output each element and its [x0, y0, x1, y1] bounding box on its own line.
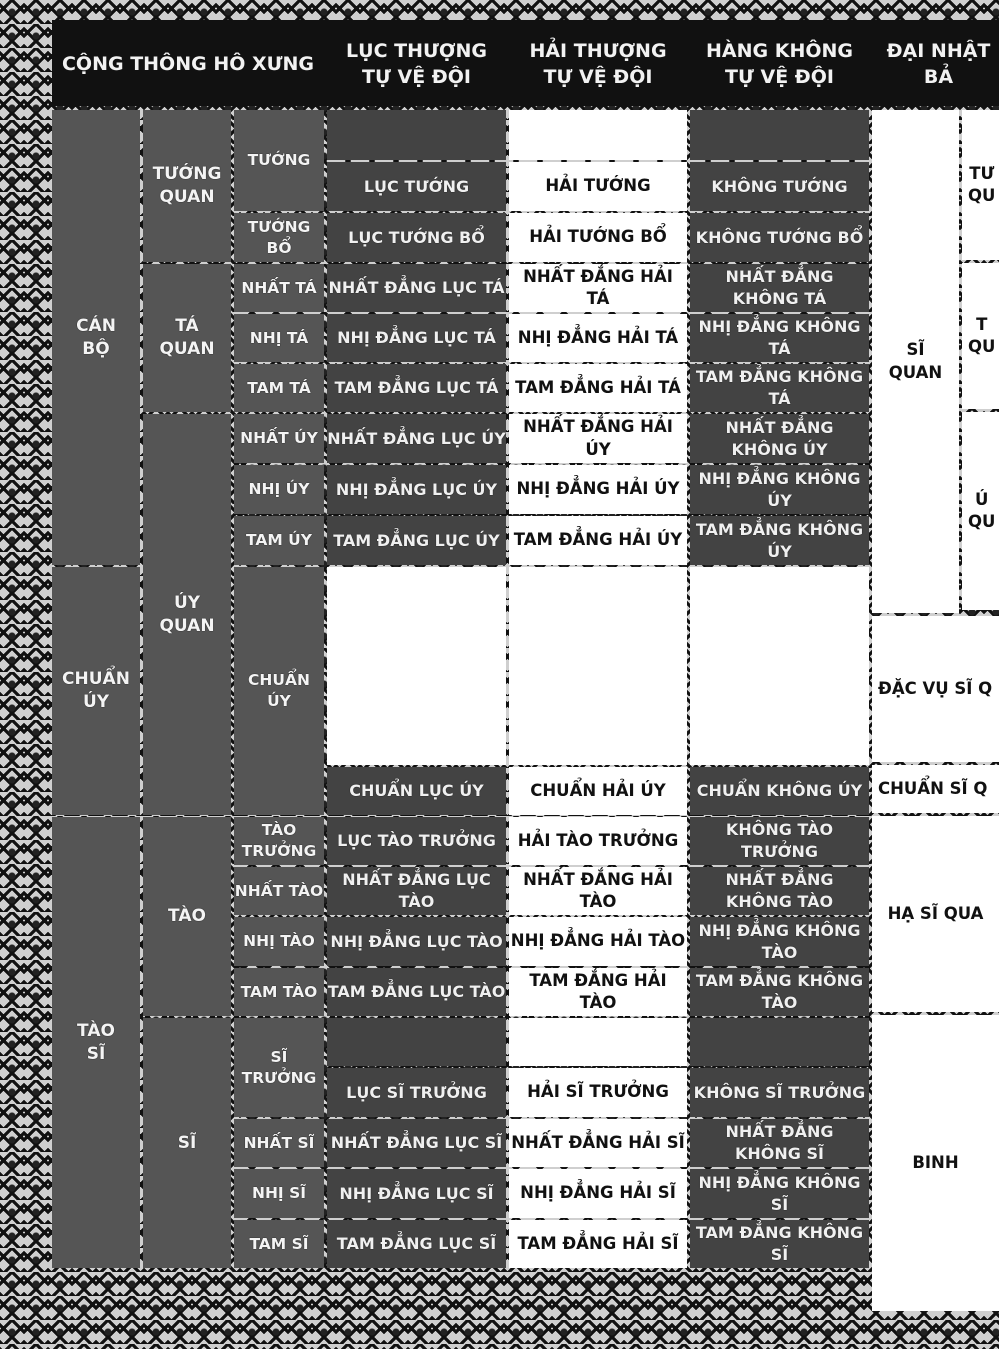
right-tuong-quan: TƯ QU	[962, 110, 999, 260]
rank-name: NHẤT TÀO	[234, 867, 324, 915]
blank-cell	[690, 110, 869, 160]
blank-cell	[509, 110, 687, 160]
rank-hang-khong: KHÔNG TƯỚNG	[690, 162, 869, 211]
rank-name: NHỊ ÚY	[234, 465, 324, 514]
rank-hai-thuong: TAM ĐẲNG HẢI TÁ	[509, 364, 687, 412]
group-chuan-uy: CHUẨN ÚY	[52, 567, 140, 815]
header-hai-thuong: HẢI THƯỢNG TỰ VỆ ĐỘI	[509, 24, 687, 106]
rank-name: NHỊ TÁ	[234, 314, 324, 362]
rank-hang-khong: NHỊ ĐẲNG KHÔNG TÁ	[690, 314, 869, 362]
rank-hang-khong: CHUẨN KHÔNG ÚY	[690, 767, 869, 815]
rank-hai-thuong: NHỊ ĐẲNG HẢI TÀO	[509, 917, 687, 966]
rank-luc-thuong: LỤC TƯỚNG	[327, 162, 506, 211]
rank-hai-thuong: HẢI SĨ TRƯỞNG	[509, 1068, 687, 1117]
rank-hang-khong: NHẤT ĐẲNG KHÔNG TÁ	[690, 264, 869, 312]
rank-hai-thuong: TAM ĐẲNG HẢI TÀO	[509, 968, 687, 1016]
rank-name: NHẤT ÚY	[234, 414, 324, 463]
rank-luc-thuong: TAM ĐẲNG LỤC TÁ	[327, 364, 506, 412]
rank-hang-khong: TAM ĐẲNG KHÔNG SĨ	[690, 1220, 869, 1268]
rank-luc-thuong: NHẤT ĐẲNG LỤC ÚY	[327, 414, 506, 463]
rank-luc-thuong: TAM ĐẲNG LỤC ÚY	[327, 516, 506, 565]
rank-hang-khong: NHỊ ĐẲNG KHÔNG SĨ	[690, 1169, 869, 1218]
rank-luc-thuong: NHẤT ĐẲNG LỤC SĨ	[327, 1119, 506, 1167]
right-uy-quan: Ú QU	[962, 412, 999, 610]
rank-hang-khong: TAM ĐẲNG KHÔNG TÀO	[690, 968, 869, 1016]
rank-luc-thuong: TAM ĐẲNG LỤC TÀO	[327, 968, 506, 1016]
rank-hang-khong: NHẤT ĐẲNG KHÔNG ÚY	[690, 414, 869, 463]
rank-hang-khong: TAM ĐẲNG KHÔNG TÁ	[690, 364, 869, 412]
group-tao-si: TÀO SĨ	[52, 817, 140, 1268]
header-dai-nhat-ban: ĐẠI NHẬT BẢ	[872, 24, 999, 106]
group-si: SĨ	[143, 1018, 231, 1268]
rank-hai-thuong: NHẤT ĐẲNG HẢI TÁ	[509, 264, 687, 312]
rank-name: TƯỚNG	[234, 110, 324, 211]
rank-hang-khong: NHẤT ĐẲNG KHÔNG SĨ	[690, 1119, 869, 1167]
blank-cell	[690, 1018, 869, 1066]
right-ta-quan: T QU	[962, 263, 999, 409]
rank-hai-thuong: NHỊ ĐẲNG HẢI SĨ	[509, 1169, 687, 1218]
right-dac-vu-si-quan: ĐẶC VỤ SĨ Q	[872, 616, 999, 762]
rank-name: NHẤT TÁ	[234, 264, 324, 312]
rank-luc-thuong: CHUẨN LỤC ÚY	[327, 767, 506, 815]
rank-hang-khong: KHÔNG SĨ TRƯỞNG	[690, 1068, 869, 1117]
rank-luc-thuong: NHỊ ĐẲNG LỤC TÁ	[327, 314, 506, 362]
rank-hang-khong: TAM ĐẲNG KHÔNG ÚY	[690, 516, 869, 565]
right-binh: BINH	[872, 1015, 999, 1311]
blank-cell	[327, 1018, 506, 1066]
rank-name: TAM ÚY	[234, 516, 324, 565]
rank-hang-khong: KHÔNG TÀO TRƯỞNG	[690, 817, 869, 865]
rank-name: NHỊ TÀO	[234, 917, 324, 966]
group-ta-quan: TÁ QUAN	[143, 264, 231, 412]
group-uy-quan: ÚY QUAN	[143, 414, 231, 815]
rank-luc-thuong: TAM ĐẲNG LỤC SĨ	[327, 1220, 506, 1268]
rank-hai-thuong: TAM ĐẲNG HẢI SĨ	[509, 1220, 687, 1268]
rank-hai-thuong: HẢI TÀO TRƯỞNG	[509, 817, 687, 865]
rank-name: TAM TÀO	[234, 968, 324, 1016]
rank-hai-thuong: NHỊ ĐẲNG HẢI TÁ	[509, 314, 687, 362]
rank-name: TÀO TRƯỞNG	[234, 817, 324, 865]
right-si-quan: SĨ QUAN	[872, 110, 959, 613]
rank-name: NHẤT SĨ	[234, 1119, 324, 1167]
rank-luc-thuong: NHẤT ĐẲNG LỤC TÀO	[327, 867, 506, 915]
rank-name: TAM SĨ	[234, 1220, 324, 1268]
rank-luc-thuong: NHỊ ĐẲNG LỤC SĨ	[327, 1169, 506, 1218]
right-ha-si-quan: HẠ SĨ QUA	[872, 816, 999, 1012]
header-cong-thong: CỘNG THÔNG HÔ XƯNG	[52, 24, 324, 106]
blank-cell	[327, 110, 506, 160]
rank-hang-khong: NHỊ ĐẲNG KHÔNG ÚY	[690, 465, 869, 514]
rank-luc-thuong: LỤC SĨ TRƯỞNG	[327, 1068, 506, 1117]
rank-hai-thuong: HẢI TƯỚNG BỔ	[509, 213, 687, 262]
rank-luc-thuong: LỤC TƯỚNG BỔ	[327, 213, 506, 262]
rank-hai-thuong: NHẤT ĐẲNG HẢI SĨ	[509, 1119, 687, 1167]
rank-hai-thuong: CHUẨN HẢI ÚY	[509, 767, 687, 815]
blank-cell	[509, 567, 687, 765]
rank-luc-thuong: LỤC TÀO TRƯỞNG	[327, 817, 506, 865]
rank-name: TƯỚNG BỔ	[234, 213, 324, 262]
rank-luc-thuong: NHẤT ĐẲNG LỤC TÁ	[327, 264, 506, 312]
rank-name: NHỊ SĨ	[234, 1169, 324, 1218]
group-can-bo: CÁN BỘ	[52, 110, 140, 565]
rank-hang-khong: NHẤT ĐẲNG KHÔNG TÀO	[690, 867, 869, 915]
rank-name: SĨ TRƯỞNG	[234, 1018, 324, 1117]
rank-hang-khong: NHỊ ĐẲNG KHÔNG TÀO	[690, 917, 869, 966]
blank-cell	[509, 1018, 687, 1066]
rank-hai-thuong: NHẤT ĐẲNG HẢI TÀO	[509, 867, 687, 915]
rank-hai-thuong: NHẤT ĐẲNG HẢI ÚY	[509, 414, 687, 463]
rank-hai-thuong: HẢI TƯỚNG	[509, 162, 687, 211]
rank-name: CHUẨN ÚY	[234, 567, 324, 815]
right-chuan-si-quan: CHUẨN SĨ Q	[872, 765, 999, 813]
blank-cell	[327, 567, 506, 765]
group-tao: TÀO	[143, 817, 231, 1016]
header-hang-khong: HÀNG KHÔNG TỰ VỆ ĐỘI	[690, 24, 869, 106]
group-tuong-quan: TƯỚNG QUAN	[143, 110, 231, 262]
rank-hai-thuong: NHỊ ĐẲNG HẢI ÚY	[509, 465, 687, 514]
rank-hai-thuong: TAM ĐẲNG HẢI ÚY	[509, 516, 687, 565]
blank-cell	[690, 567, 869, 765]
rank-hang-khong: KHÔNG TƯỚNG BỔ	[690, 213, 869, 262]
rank-luc-thuong: NHỊ ĐẲNG LỤC ÚY	[327, 465, 506, 514]
rank-name: TAM TÁ	[234, 364, 324, 412]
rank-luc-thuong: NHỊ ĐẲNG LỤC TÀO	[327, 917, 506, 966]
header-luc-thuong: LỤC THƯỢNG TỰ VỆ ĐỘI	[327, 24, 506, 106]
